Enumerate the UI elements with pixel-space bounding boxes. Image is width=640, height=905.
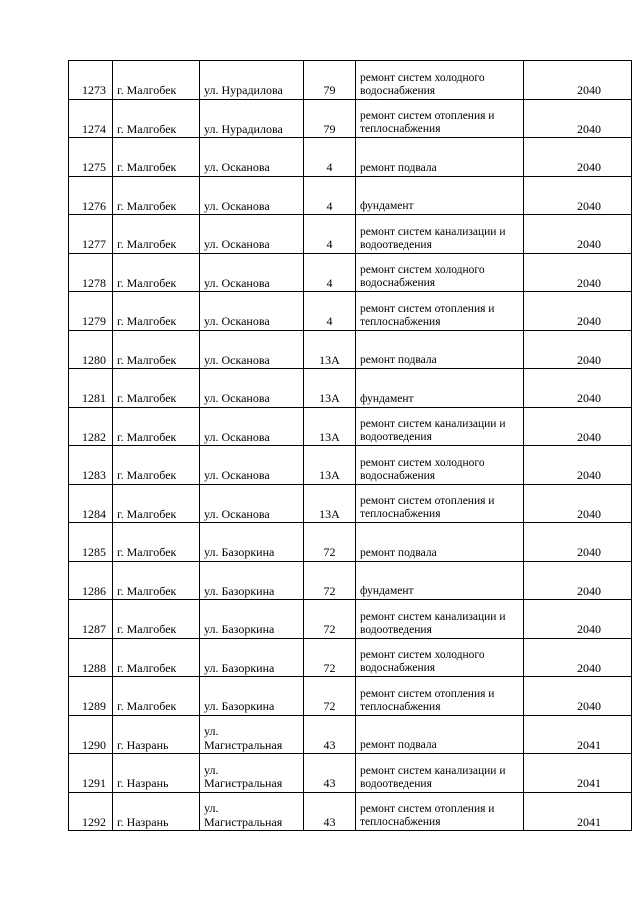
year-cell: 2041 <box>524 792 632 831</box>
row-number: 1274 <box>69 99 113 138</box>
house-number-cell: 43 <box>304 715 356 754</box>
city-cell: г. Малгобек <box>113 138 200 177</box>
row-number: 1283 <box>69 446 113 485</box>
house-number-cell: 13А <box>304 407 356 446</box>
work-type-cell: ремонт систем отопления и теплоснабжения <box>356 292 524 331</box>
row-number: 1279 <box>69 292 113 331</box>
city-cell: г. Малгобек <box>113 523 200 562</box>
table-row <box>69 253 632 292</box>
house-number-cell: 72 <box>304 523 356 562</box>
row-number: 1287 <box>69 600 113 639</box>
table-row <box>69 446 632 485</box>
city-cell: г. Малгобек <box>113 99 200 138</box>
city-cell: г. Малгобек <box>113 215 200 254</box>
work-type-cell: ремонт подвала <box>356 138 524 177</box>
street-cell: ул. Осканова <box>200 407 304 446</box>
work-type-cell: фундамент <box>356 561 524 600</box>
work-type-cell: ремонт подвала <box>356 330 524 369</box>
house-number-cell: 4 <box>304 215 356 254</box>
street-cell: ул. Нурадилова <box>200 99 304 138</box>
table-row <box>69 638 632 677</box>
table-row <box>69 369 632 408</box>
house-number-cell: 13А <box>304 330 356 369</box>
street-cell: ул. Осканова <box>200 176 304 215</box>
year-cell: 2040 <box>524 600 632 639</box>
row-number: 1292 <box>69 792 113 831</box>
street-cell: ул. Осканова <box>200 446 304 485</box>
work-type-cell: фундамент <box>356 369 524 408</box>
year-cell: 2040 <box>524 638 632 677</box>
table-body <box>69 61 632 831</box>
street-cell: ул. Нурадилова <box>200 61 304 100</box>
table-row <box>69 407 632 446</box>
table-row <box>69 99 632 138</box>
house-number-cell: 13А <box>304 484 356 523</box>
street-cell: ул. Осканова <box>200 253 304 292</box>
street-cell: ул. Осканова <box>200 215 304 254</box>
house-number-cell: 72 <box>304 638 356 677</box>
year-cell: 2040 <box>524 215 632 254</box>
row-number: 1281 <box>69 369 113 408</box>
house-number-cell: 4 <box>304 253 356 292</box>
city-cell: г. Малгобек <box>113 677 200 716</box>
street-cell: ул. Осканова <box>200 138 304 177</box>
street-cell: ул. Базоркина <box>200 638 304 677</box>
year-cell: 2040 <box>524 561 632 600</box>
row-number: 1291 <box>69 754 113 793</box>
row-number: 1277 <box>69 215 113 254</box>
house-number-cell: 72 <box>304 600 356 639</box>
table-row <box>69 176 632 215</box>
house-number-cell: 4 <box>304 176 356 215</box>
year-cell: 2041 <box>524 754 632 793</box>
year-cell: 2040 <box>524 523 632 562</box>
year-cell: 2040 <box>524 99 632 138</box>
city-cell: г. Малгобек <box>113 600 200 639</box>
table-row <box>69 292 632 331</box>
work-type-cell: ремонт систем канализации и водоотведения <box>356 215 524 254</box>
table-row <box>69 61 632 100</box>
street-cell: ул. Базоркина <box>200 600 304 639</box>
table-row <box>69 330 632 369</box>
city-cell: г. Малгобек <box>113 253 200 292</box>
street-cell: ул. Базоркина <box>200 523 304 562</box>
year-cell: 2040 <box>524 176 632 215</box>
table-row <box>69 600 632 639</box>
row-number: 1290 <box>69 715 113 754</box>
city-cell: г. Малгобек <box>113 369 200 408</box>
street-cell: ул. Осканова <box>200 369 304 408</box>
work-type-cell: ремонт систем отопления и теплоснабжения <box>356 484 524 523</box>
row-number: 1276 <box>69 176 113 215</box>
row-number: 1278 <box>69 253 113 292</box>
year-cell: 2040 <box>524 677 632 716</box>
year-cell: 2040 <box>524 369 632 408</box>
row-number: 1280 <box>69 330 113 369</box>
street-cell: ул. Базоркина <box>200 561 304 600</box>
house-number-cell: 79 <box>304 99 356 138</box>
city-cell: г. Малгобек <box>113 330 200 369</box>
house-number-cell: 13А <box>304 446 356 485</box>
table-row <box>69 215 632 254</box>
row-number: 1285 <box>69 523 113 562</box>
street-cell: ул. Осканова <box>200 330 304 369</box>
work-type-cell: ремонт систем канализации и водоотведения <box>356 754 524 793</box>
table-row <box>69 754 632 793</box>
work-type-cell: ремонт систем канализации и водоотведения <box>356 407 524 446</box>
year-cell: 2040 <box>524 253 632 292</box>
work-type-cell: ремонт систем отопления и теплоснабжения <box>356 99 524 138</box>
street-cell: ул. Магистральная <box>200 754 304 793</box>
work-type-cell: ремонт систем холодного водоснабжения <box>356 253 524 292</box>
city-cell: г. Малгобек <box>113 61 200 100</box>
work-type-cell: ремонт систем отопления и теплоснабжения <box>356 677 524 716</box>
work-type-cell: ремонт систем холодного водоснабжения <box>356 61 524 100</box>
year-cell: 2040 <box>524 61 632 100</box>
city-cell: г. Назрань <box>113 792 200 831</box>
table-row <box>69 715 632 754</box>
year-cell: 2040 <box>524 330 632 369</box>
repair-schedule-table <box>68 60 632 831</box>
house-number-cell: 43 <box>304 792 356 831</box>
year-cell: 2040 <box>524 446 632 485</box>
row-number: 1286 <box>69 561 113 600</box>
city-cell: г. Малгобек <box>113 446 200 485</box>
city-cell: г. Малгобек <box>113 292 200 331</box>
house-number-cell: 43 <box>304 754 356 793</box>
work-type-cell: ремонт систем отопления и теплоснабжения <box>356 792 524 831</box>
row-number: 1284 <box>69 484 113 523</box>
table-row <box>69 138 632 177</box>
row-number: 1289 <box>69 677 113 716</box>
work-type-cell: ремонт систем канализации и водоотведения <box>356 600 524 639</box>
year-cell: 2040 <box>524 484 632 523</box>
street-cell: ул. Осканова <box>200 292 304 331</box>
street-cell: ул. Магистральная <box>200 792 304 831</box>
work-type-cell: фундамент <box>356 176 524 215</box>
street-cell: ул. Магистральная <box>200 715 304 754</box>
year-cell: 2040 <box>524 138 632 177</box>
house-number-cell: 4 <box>304 138 356 177</box>
city-cell: г. Малгобек <box>113 407 200 446</box>
table-row <box>69 561 632 600</box>
row-number: 1275 <box>69 138 113 177</box>
work-type-cell: ремонт систем холодного водоснабжения <box>356 446 524 485</box>
city-cell: г. Малгобек <box>113 638 200 677</box>
table-row <box>69 792 632 831</box>
city-cell: г. Назрань <box>113 754 200 793</box>
city-cell: г. Малгобек <box>113 561 200 600</box>
year-cell: 2041 <box>524 715 632 754</box>
work-type-cell: ремонт подвала <box>356 523 524 562</box>
city-cell: г. Малгобек <box>113 484 200 523</box>
row-number: 1282 <box>69 407 113 446</box>
house-number-cell: 4 <box>304 292 356 331</box>
table-row <box>69 523 632 562</box>
city-cell: г. Малгобек <box>113 176 200 215</box>
house-number-cell: 72 <box>304 677 356 716</box>
house-number-cell: 72 <box>304 561 356 600</box>
work-type-cell: ремонт подвала <box>356 715 524 754</box>
street-cell: ул. Базоркина <box>200 677 304 716</box>
row-number: 1288 <box>69 638 113 677</box>
table-row <box>69 484 632 523</box>
table-row <box>69 677 632 716</box>
house-number-cell: 79 <box>304 61 356 100</box>
street-cell: ул. Осканова <box>200 484 304 523</box>
city-cell: г. Назрань <box>113 715 200 754</box>
work-type-cell: ремонт систем холодного водоснабжения <box>356 638 524 677</box>
year-cell: 2040 <box>524 407 632 446</box>
row-number: 1273 <box>69 61 113 100</box>
year-cell: 2040 <box>524 292 632 331</box>
house-number-cell: 13А <box>304 369 356 408</box>
